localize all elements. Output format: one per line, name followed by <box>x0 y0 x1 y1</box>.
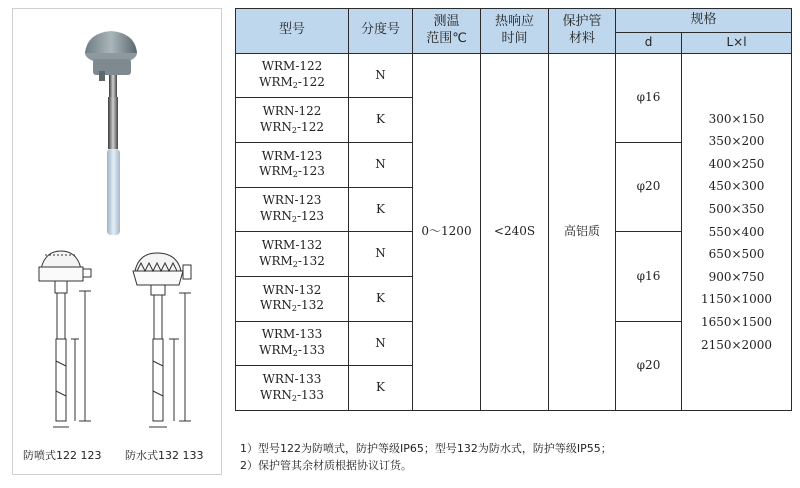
size-item: 2150×2000 <box>700 337 773 352</box>
header-spec: 规格 <box>616 9 792 33</box>
product-image-panel <box>12 8 222 475</box>
header-tube-material: 保护管 材料 <box>549 9 616 54</box>
size-item: 500×350 <box>708 201 765 216</box>
size-item: 350×200 <box>708 134 765 149</box>
size-item: 1650×1500 <box>700 314 773 329</box>
temp-range-cell: 0～1200 <box>413 53 481 410</box>
graduation-cell: N <box>349 232 413 277</box>
footnotes <box>240 440 612 474</box>
graduation-cell: N <box>349 53 413 98</box>
graduation-cell: K <box>349 98 413 143</box>
size-item: 1150×1000 <box>700 292 773 307</box>
graduation-cell: N <box>349 142 413 187</box>
size-item: 400×250 <box>708 156 765 171</box>
size-list-cell <box>682 53 792 410</box>
d-cell: φ20 <box>616 321 682 410</box>
graduation-cell: K <box>349 276 413 321</box>
header-d: d <box>616 33 682 53</box>
d-cell: φ20 <box>616 142 682 231</box>
model-cell: WRN-133 $WRN_2-133$ <box>236 366 349 411</box>
size-item: 650×500 <box>708 247 765 262</box>
graduation-cell: K <box>349 187 413 232</box>
size-item: 900×750 <box>708 269 765 284</box>
d-cell: φ16 <box>616 53 682 142</box>
waterproof-132-drawing <box>119 241 219 431</box>
model-cell: WRN-132 $WRN_2-132$ <box>236 276 349 321</box>
caption-132: 防水式132 133 <box>125 449 204 462</box>
header-lxl: L×l <box>682 33 792 53</box>
d-cell: φ16 <box>616 232 682 321</box>
caption-122: 防喷式122 123 <box>23 449 102 462</box>
header-response-time: 热响应 时间 <box>481 9 549 54</box>
waterproof-122-drawing <box>19 241 119 431</box>
header-model: 型号 <box>236 9 349 54</box>
size-item: 300×150 <box>708 111 765 126</box>
graduation-cell: N <box>349 321 413 366</box>
footnote-1: 1）型号122为防喷式，防护等级IP65；型号132为防水式，防护等级IP55； <box>240 442 612 455</box>
response-time-cell: <240S <box>481 53 549 410</box>
model-cell: WRM-133 $WRM_2-133$ <box>236 321 349 366</box>
model-cell: WRM-132 $WRM_2-132$ <box>236 232 349 277</box>
graduation-cell: K <box>349 366 413 411</box>
model-cell: WRM-123 $WRM_2-123$ <box>236 142 349 187</box>
thermocouple-photo <box>13 9 221 239</box>
model-cell: WRN-123 $WRN_2-123$ <box>236 187 349 232</box>
size-item: 450×300 <box>708 179 765 194</box>
model-cell: WRN-122 $WRN_2-122$ <box>236 98 349 143</box>
model-cell: WRM-122 $WRM_2-122$ <box>236 53 349 98</box>
size-item: 550×400 <box>708 224 765 239</box>
spec-table <box>235 8 792 411</box>
footnote-2: 2）保护管其余材质根据协议订货。 <box>240 459 412 472</box>
header-graduation: 分度号 <box>349 9 413 54</box>
tube-material-cell: 高铝质 <box>549 53 616 410</box>
header-temp-range: 测温 范围℃ <box>413 9 481 54</box>
